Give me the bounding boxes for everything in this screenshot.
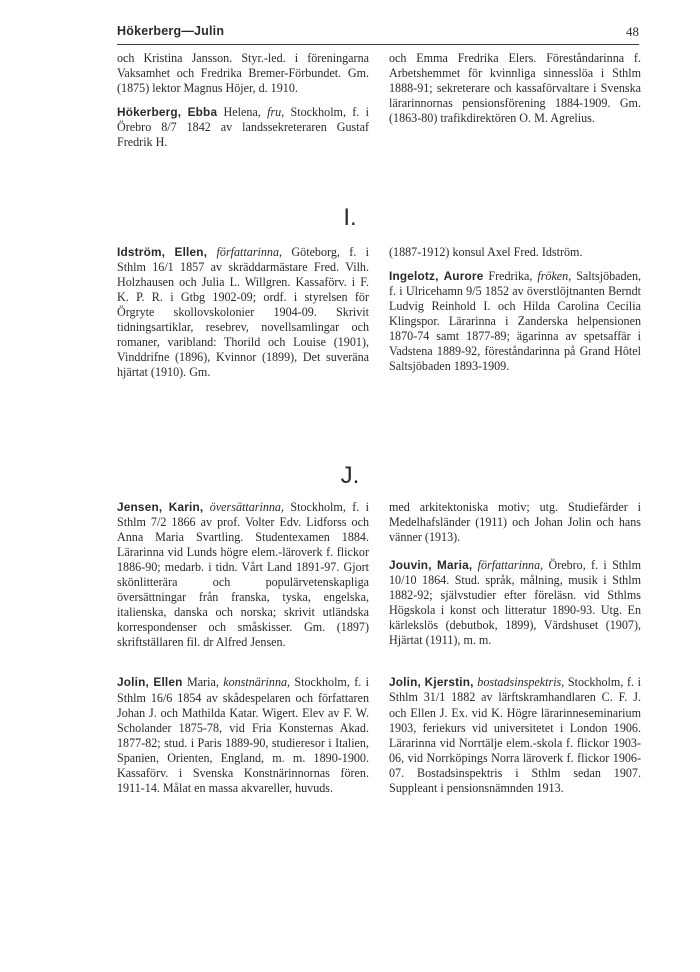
- entry-body: Göteborg, f. i Sthlm 16/1 1857 av skräddarmästare Fred. Vilh. Holzhausen och Julia L. Willgren. Kassaförv. i F. K. P. R. i Gtbg 1902-09; ordf. i styrelsen för Örgryte skollovskolonier 1904-09. Skrivit tidningsartiklar, resebrev, novellsamlingar och romaner, varibland: Thorild och Louise (1901), Vinddrifne (1896), Kvinnor (1899), Det suveräna hjärtat (1910). Gm.: [117, 245, 370, 380]
- entry-body: Örebro, f. i Sthlm 10/10 1864. Stud. språk, målning, musik i Sthlm 1882-92; självstudier efter föreläsn. vid Sthlms Högskola i konst och litteratur 1890-93. Utg. En kärlekslös (debutbok, 1899), Värdshuset (1907), Hjärtat (1911), m. m.: [389, 558, 641, 648]
- entry-surname: Jolin,: [117, 675, 150, 690]
- section-heading-j: J.: [340, 462, 360, 489]
- entry-forename: Kjerstin,: [424, 675, 474, 690]
- entry-ingelotz: [389, 269, 641, 374]
- column-left-top: [117, 51, 369, 159]
- column-right-j: [389, 500, 641, 805]
- running-title: Hökerberg—Julin: [117, 24, 225, 38]
- entry-jolin-ellen: [117, 675, 369, 795]
- entry-hokerberg-ebba: [117, 105, 369, 150]
- entry-occupation: fröken,: [537, 269, 572, 284]
- entry-hokerberg-continuation: och Kristina Jansson. Styr.-led. i föreningarna Vaksamhet och Fredrika Bremer-Förbundet. Gm. (1875) lektor Magnus Höjer, d. 1910.: [117, 51, 369, 96]
- entry-idstrom-continuation: (1887-1912) konsul Axel Fred. Idström.: [389, 245, 583, 259]
- section-heading-i: I.: [343, 204, 357, 231]
- header-rule: [117, 44, 639, 45]
- entry-rest-name: Fredrika,: [488, 269, 533, 284]
- entry-body: Stockholm, f. i Sthlm 31/1 1882 av lärftskramhandlaren C. F. J. och Ellen J. Ex. vid K. Högre lärarinneseminarium 1903, feriekurs vid universitetet i London 1906. Lärarinna vid Norrtälje elem.-skola f. flickor 1903-06, vid Norrköpings Norra läroverk f. flickor 1906-07. Bostadsinspektris i Sthlm sedan 1907. Suppleant i pensionsnämnden 1913.: [389, 675, 641, 795]
- entry-body: Stockholm, f. i Sthlm 16/6 1854 av skådespelaren och författaren Johan J. och Mathilda Katar. Wigert. Elev av F. W. Scholander 1875-78, vid Fria Konsternas Akad. 1877-82; stud. i Paris 1889-90, studieresor i Italien, Spanien, Orienten, England, m. m. 1890-1900. Kassaförv. i Svenska Konstnärinnornas fören. 1911-14. Målat en massa akvareller, huvuds.: [117, 675, 369, 795]
- entry-forename: Karin,: [168, 500, 204, 514]
- entry-surname: Jolin,: [389, 675, 422, 690]
- column-left-j: [117, 500, 369, 805]
- entry-jolin-ellen-continuation: med arkitektoniska motiv; utg. Studiefärder i Medelhafsländer (1911) och Johan Jolin och hans vänner (1913).: [389, 500, 641, 545]
- entry-rest-name: Helena,: [223, 105, 261, 120]
- entry-hokerberg-ebba-continuation: och Emma Fredrika Elers. Föreståndarinna f. Arbetshemmet för kvinnliga sinnesslöa i Sthlm 1888-91; sekreterare och kassaförvaltare i Svenska lärarinnornas pensionsförening 1884-1909. Gm. (1863-80) trafikdirektören O. M. Agrelius.: [389, 51, 641, 126]
- entry-forename: Ellen: [153, 675, 183, 690]
- entry-surname: Ingelotz,: [389, 269, 439, 284]
- entry-body: Stockholm, f. i Örebro 8/7 1842 av landssekreteraren Gustaf Fredrik H.: [117, 105, 369, 150]
- entry-body: Stockholm, f. i Sthlm 7/2 1866 av prof. Volter Edv. Lidforss och Anna Maria Svartling. Studentexamen 1884. Lärarinna vid Lunds högre elem.-läroverk f. flickor 1886-90; medarb. i tidn. Vårt Land 1891-97. Gjort skönlitterära och populärvetenskapliga översättningar från franska, tyska, engelska, italienska, danska och norska; skrivit utländska korrespondenser och småskisser. Gm. (1897) skriftställaren fil. dr Alfred Jensen.: [117, 500, 370, 650]
- page-number: 48: [626, 24, 639, 39]
- entry-forename: Aurore: [443, 269, 484, 284]
- entry-occupation: författarinna,: [477, 558, 544, 573]
- entry-jolin-kjerstin: [389, 675, 641, 795]
- entry-occupation: översättarinna,: [209, 500, 285, 514]
- entry-occupation: bostadsinspektris,: [477, 675, 565, 690]
- entry-jensen: [117, 500, 369, 650]
- running-header: [117, 24, 639, 42]
- entry-occupation: fru,: [267, 105, 285, 120]
- entry-surname: Jouvin,: [389, 558, 432, 573]
- entry-forename: Ebba: [187, 105, 218, 120]
- entry-body: Saltsjöbaden, f. i Ulricehamn 9/5 1852 av överstlöjtnanten Berndt Ludvig Reinhold I. och Hilda Carolina Cecilia Klingspor. Lärarinna i Zanderska helpensionen 1870-74 samt 1877-89; ägarinna av spetsaffär i Vadstena 1889-92, föreståndarinna på Grand Hôtel Saltsjöbaden 1893-1909.: [389, 269, 642, 374]
- entry-rest-name: Maria,: [186, 675, 219, 690]
- column-right-i: [389, 245, 641, 383]
- entry-jouvin: [389, 558, 641, 648]
- entry-occupation: konstnärinna,: [223, 675, 291, 690]
- entry-occupation: författarinna,: [216, 245, 283, 259]
- entry-surname: Idström,: [117, 245, 166, 259]
- entry-surname: Jensen,: [117, 500, 163, 514]
- entry-idstrom: [117, 245, 369, 380]
- column-right-top: [389, 51, 641, 135]
- entry-forename: Ellen,: [174, 245, 208, 259]
- column-left-i: [117, 245, 369, 389]
- entry-forename: Maria,: [437, 558, 473, 573]
- entry-surname: Hökerberg,: [117, 105, 182, 120]
